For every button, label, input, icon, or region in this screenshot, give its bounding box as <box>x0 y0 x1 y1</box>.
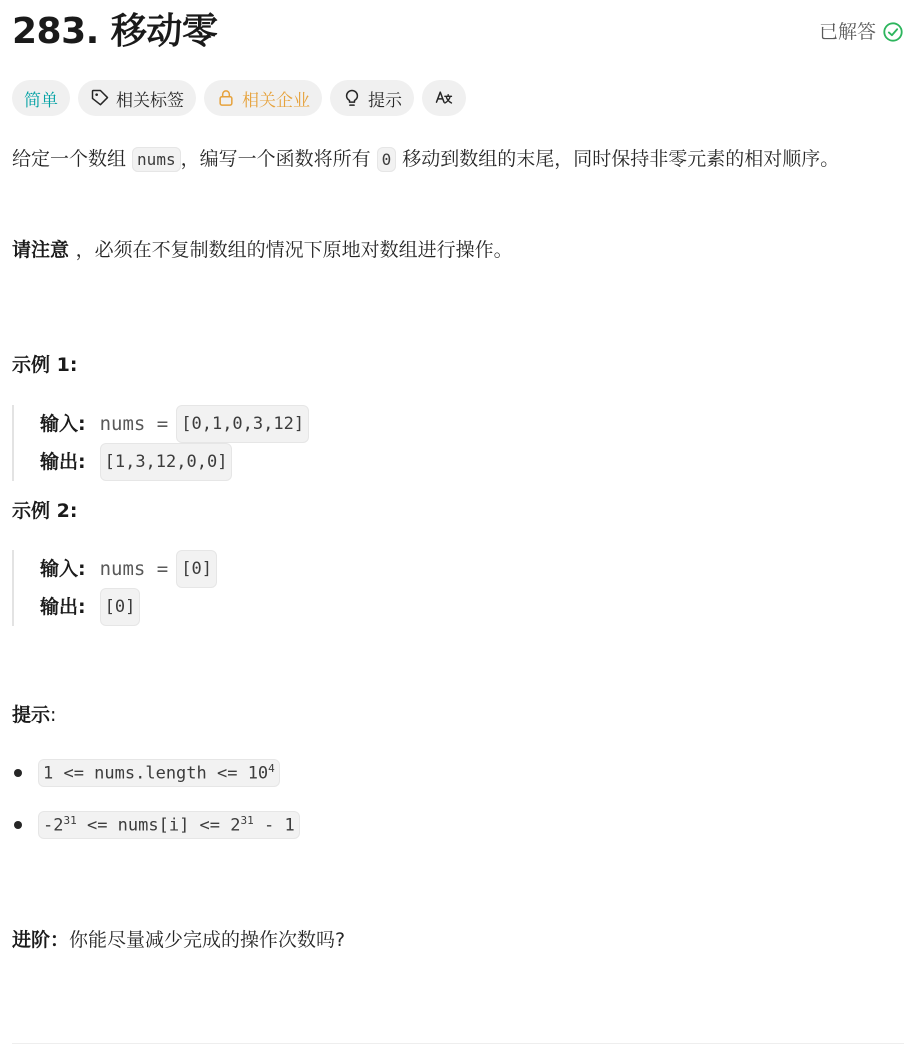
constraints-heading-colon: : <box>50 704 57 726</box>
input-label: 输入: <box>40 413 86 435</box>
inline-code-nums: nums <box>132 147 181 172</box>
constraint-code <box>38 759 280 787</box>
solved-label: 已解答 <box>818 21 876 43</box>
check-circle-icon <box>882 21 904 43</box>
constraint-text: - 1 <box>253 815 295 836</box>
description-text: 移动到数组的末尾，同时保持非零元素的相对顺序。 <box>396 148 840 170</box>
follow-up-text: 你能尽量减少完成的操作次数吗? <box>69 929 346 951</box>
constraints-list <box>12 756 300 860</box>
constraint-text: -2 <box>43 815 64 836</box>
follow-up-label: 进阶： <box>12 929 70 951</box>
tag-bar <box>12 80 466 116</box>
input-var: nums = <box>99 558 169 580</box>
example-1-heading: 示例 1: <box>12 354 78 376</box>
bullet-dot <box>14 769 22 777</box>
constraint-exponent: 4 <box>268 762 275 776</box>
problem-header <box>12 10 904 54</box>
list-item <box>12 808 300 842</box>
input-value: [0] <box>176 550 217 588</box>
constraint-code <box>38 811 300 839</box>
constraint-text: <= nums[i] <= 2 <box>76 815 241 836</box>
problem-title[interactable]: 283. 移动零 <box>12 11 218 52</box>
input-value: [0,1,0,3,12] <box>176 405 309 443</box>
problem-note <box>12 233 900 267</box>
constraint-exponent: 31 <box>63 814 77 828</box>
bullet-dot <box>14 821 22 829</box>
tag-icon <box>90 88 110 108</box>
example-2-block <box>12 550 912 626</box>
constraints-heading <box>12 701 56 729</box>
divider <box>12 1043 904 1044</box>
related-companies-label: 相关企业 <box>242 90 310 111</box>
output-label: 输出: <box>40 451 86 473</box>
output-value: [0] <box>100 588 141 626</box>
output-label: 输出: <box>40 596 86 618</box>
problem-description <box>12 142 900 177</box>
hint-button[interactable] <box>330 80 414 116</box>
lock-icon <box>216 88 236 108</box>
constraint-exponent: 31 <box>240 814 254 828</box>
follow-up <box>12 923 900 957</box>
lightbulb-icon <box>342 88 362 108</box>
translate-button[interactable] <box>422 80 466 116</box>
related-tags-button[interactable] <box>78 80 196 116</box>
hint-label: 提示 <box>368 90 402 111</box>
inline-code-zero: 0 <box>377 147 397 172</box>
constraint-text: 1 <= nums.length <= 10 <box>43 763 269 784</box>
example-2-heading: 示例 2: <box>12 500 78 522</box>
input-var: nums = <box>99 413 169 435</box>
translate-icon <box>434 88 454 108</box>
related-companies-button[interactable] <box>204 80 322 116</box>
list-item <box>12 756 300 790</box>
note-text: ，必须在不复制数组的情况下原地对数组进行操作。 <box>75 239 513 261</box>
note-bold: 请注意 <box>12 239 76 261</box>
input-label: 输入: <box>40 558 86 580</box>
related-tags-label: 相关标签 <box>116 90 184 111</box>
description-text: ，编写一个函数将所有 <box>180 148 377 170</box>
output-value: [1,3,12,0,0] <box>100 443 233 481</box>
difficulty-tag[interactable] <box>12 80 70 116</box>
solved-status <box>819 18 904 46</box>
constraints-heading-label: 提示 <box>12 704 51 726</box>
description-text: 给定一个数组 <box>12 148 133 170</box>
example-1-block <box>12 405 912 481</box>
difficulty-label: 简单 <box>24 90 58 111</box>
